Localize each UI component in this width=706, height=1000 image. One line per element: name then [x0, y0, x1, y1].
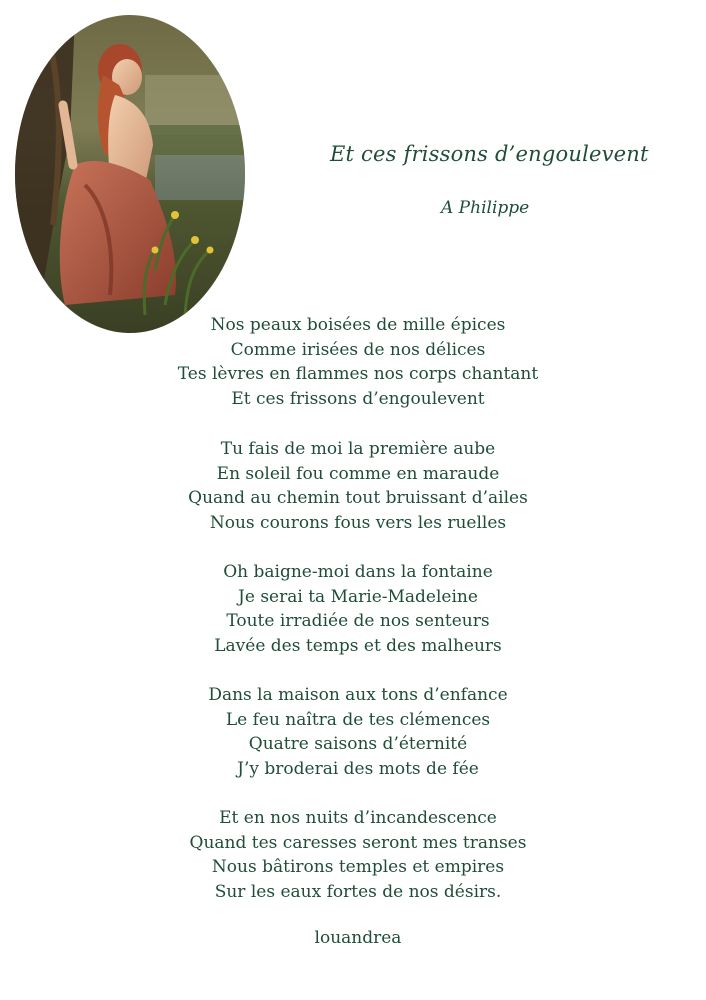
poem-line: Tu fais de moi la première aube — [220, 439, 496, 459]
poem-line: Nous courons fous vers les ruelles — [209, 512, 507, 533]
stanza-3 — [0, 560, 706, 658]
poem-line: Oh baigne-moi dans la fontaine — [223, 562, 493, 582]
stanza-2 — [0, 437, 706, 535]
stanza-5 — [0, 806, 706, 904]
poem-line: Et ces frissons d’engoulevent — [231, 388, 485, 409]
stanza-4 — [0, 683, 706, 781]
poem-line: Quand tes caresses seront mes transes — [189, 832, 527, 853]
poem-line: Toute irradiée de nos senteurs — [226, 611, 490, 631]
poem-title: Et ces frissons d’engoulevent — [330, 142, 649, 166]
poem-dedication: A Philippe — [441, 198, 530, 218]
author-signature: louandrea — [314, 928, 402, 948]
poem-line: Quand au chemin tout bruissant d’ailes — [188, 488, 528, 508]
poem-line: En soleil fou comme en maraude — [216, 463, 500, 484]
poem-line: Je serai ta Marie-Madeleine — [238, 586, 478, 607]
poem-line: J’y broderai des mots de fée — [237, 758, 479, 779]
poem-line: Quatre saisons d’éternité — [248, 734, 468, 754]
portrait-image — [15, 15, 245, 333]
poem-line: Tes lèvres en flammes nos corps chantant — [177, 364, 539, 384]
poem-line: Comme irisées de nos délices — [230, 339, 486, 360]
poem-line: Sur les eaux fortes de nos désirs. — [214, 881, 502, 902]
poem-line: Et en nos nuits d’incandescence — [219, 808, 497, 828]
poem-line: Le feu naîtra de tes clémences — [225, 709, 491, 730]
poem-line: Lavée des temps et des malheurs — [214, 635, 502, 656]
stanza-1 — [0, 313, 706, 411]
portrait-painting — [15, 15, 245, 333]
poem-line: Nos peaux boisées de mille épices — [210, 315, 506, 335]
poem-line: Dans la maison aux tons d’enfance — [208, 685, 508, 705]
poem-line: Nous bâtirons temples et empires — [211, 857, 505, 877]
